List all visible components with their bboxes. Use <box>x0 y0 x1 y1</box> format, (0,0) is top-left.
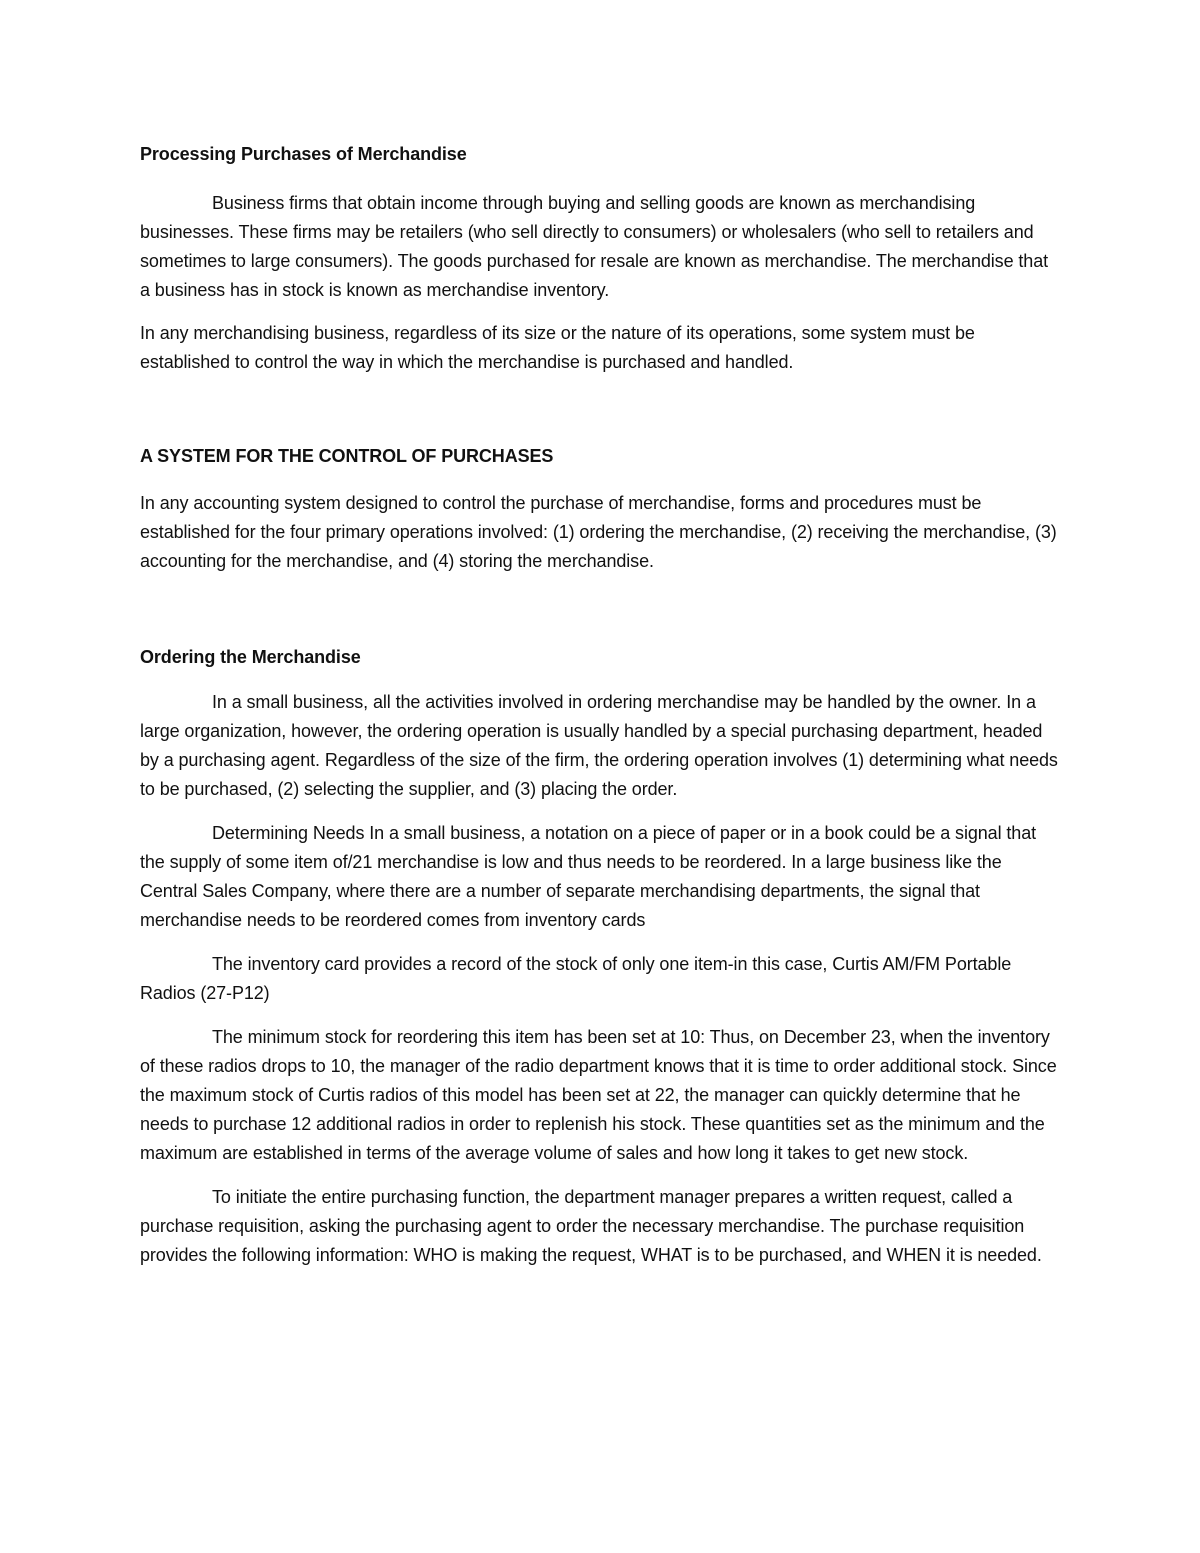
section-heading-ordering-merchandise: Ordering the Merchandise <box>140 647 361 667</box>
document-title: Processing Purchases of Merchandise <box>140 144 467 164</box>
ordering-paragraph-2: Determining Needs In a small business, a notation on a piece of paper or in a book could be a signal that the supply of some item of/21 merchandise is low and thus needs to be reordered. In a large business like the Central Sales Company, where there are a number of separate merchandising departments, the signal that merchandise needs to be reordered comes from inventory cards <box>140 823 1037 930</box>
ordering-paragraph-3: The inventory card provides a record of the stock of only one item-in this case, Curtis AM/FM Portable Radios (27-P12) <box>140 954 1012 1003</box>
document-page <box>140 140 1060 1270</box>
intro-paragraph-1: Business firms that obtain income through buying and selling goods are known as merchandising businesses. These firms may be retailers (who sell directly to consumers) or wholesalers (who sell to retailers and sometimes to large consumers). The goods purchased for resale are known as merchandise. The merchandise that a business has in stock is known as merchandise inventory. <box>140 193 1049 300</box>
ordering-paragraph-5: To initiate the entire purchasing function, the department manager prepares a written request, called a purchase requisition, asking the purchasing agent to order the necessary merchandise. The purchase requisition provides the following information: WHO is making the request, WHAT is to be purchased, and WHEN it is needed. <box>140 1187 1042 1265</box>
section-heading-control-of-purchases: A SYSTEM FOR THE CONTROL OF PURCHASES <box>140 446 554 466</box>
ordering-paragraph-1: In a small business, all the activities involved in ordering merchandise may be handled by the owner. In a large organization, however, the ordering operation is usually handled by a special purchasing department, headed by a purchasing agent. Regardless of the size of the firm, the ordering operation involves (1) determining what needs to be purchased, (2) selecting the supplier, and (3) placing the order. <box>140 692 1058 799</box>
ordering-paragraph-4: The minimum stock for reordering this item has been set at 10: Thus, on December 23, when the inventory of these radios drops to 10, the manager of the radio department knows that it is time to order additional stock. Since the maximum stock of Curtis radios of this model has been set at 22, the manager can quickly determine that he needs to purchase 12 additional radios in order to replenish his stock. These quantities set as the minimum and the maximum are established in terms of the average volume of sales and how long it takes to get new stock. <box>140 1027 1057 1163</box>
control-of-purchases-paragraph: In any accounting system designed to control the purchase of merchandise, forms and procedures must be established for the four primary operations involved: (1) ordering the merchandise, (2) receiving the merchandise, (3) accounting for the merchandise, and (4) storing the merchandise. <box>140 493 1057 571</box>
intro-paragraph-2: In any merchandising business, regardless of its size or the nature of its operations, some system must be established to control the way in which the merchandise is purchased and handled. <box>140 323 975 372</box>
